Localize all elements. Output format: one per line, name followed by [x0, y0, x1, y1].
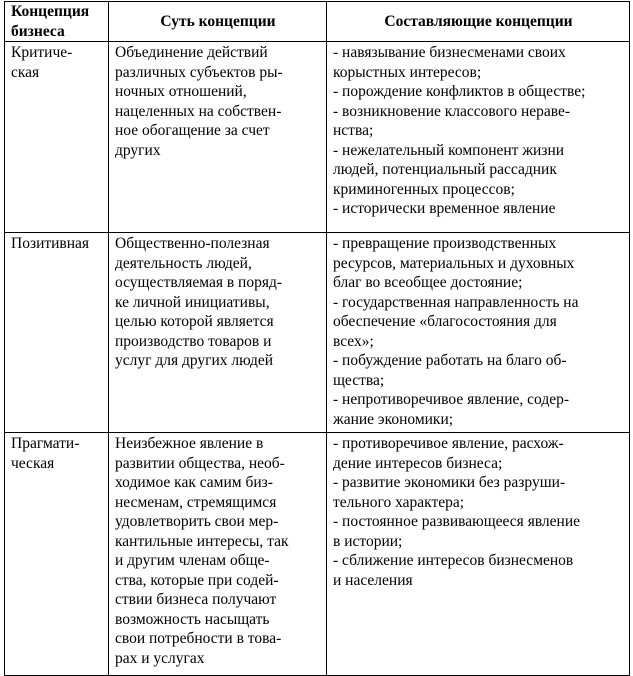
essence-cell [109, 233, 327, 433]
essence-line: несменам, стремящимся [115, 493, 277, 511]
component-line: - порождение конфликтов в обществе; [333, 83, 586, 100]
component-line: людей, потенциальный рассадник [333, 161, 557, 178]
table-row-pragmatic [5, 433, 630, 676]
concept-line: ческая [11, 454, 55, 472]
essence-line: ке личной инициативы, [115, 293, 270, 311]
essence-line: других [115, 141, 161, 159]
concept-line: Позитивная [11, 235, 90, 252]
component-line: - побуждение работать на благо об- [333, 352, 567, 369]
component-line: обеспечение «благосостояния для [333, 313, 557, 330]
essence-cell [109, 42, 327, 233]
component-line: - противоречивое явление, расхож- [333, 435, 564, 452]
header-essence: Суть концепции [109, 2, 327, 42]
essence-cell [109, 433, 327, 676]
component-line: в истории; [333, 532, 403, 550]
header-row [5, 2, 630, 42]
component-line: всех»; [333, 332, 374, 350]
components-cell [327, 233, 630, 433]
essence-line: удовлетворить свои мер- [115, 513, 279, 530]
table-row-critical [5, 42, 630, 233]
essence-line: возможность насыщать [115, 610, 270, 628]
essence-line: различных субъектов ры- [115, 63, 283, 81]
essence-line: кантильные интересы, так [115, 532, 289, 550]
business-concepts-table [4, 1, 630, 676]
essence-line: целью которой является [115, 313, 274, 330]
essence-line: ходимое как самим биз- [115, 474, 273, 491]
component-line: - постоянное развивающееся явление [333, 513, 581, 530]
component-line: тельного характера; [333, 493, 465, 511]
essence-line: деятельность людей, [115, 254, 252, 272]
concept-line: Критиче- [11, 44, 73, 61]
component-line: - сближение интересов бизнесменов [333, 552, 574, 569]
component-line: криминогенных процессов; [333, 180, 515, 198]
component-line: - развитие экономики без разруши- [333, 474, 566, 491]
components-cell [327, 433, 630, 676]
component-line: нства; [333, 122, 374, 139]
component-line: - возникновение классового нераве- [333, 102, 571, 120]
component-line: дение интересов бизнеса; [333, 454, 503, 472]
essence-line: ное обогащение за счет [115, 122, 270, 139]
essence-line: производство товаров и [115, 332, 272, 350]
component-line: - непротиворечивое явление, содер- [333, 391, 570, 408]
essence-line: Общественно-полезная [115, 235, 270, 252]
concept-cell [5, 42, 109, 233]
essence-line: ствии бизнеса получают [115, 591, 277, 608]
essence-line: ночных отношений, [115, 83, 247, 100]
concept-line: Прагмати- [11, 435, 80, 452]
component-line: щества; [333, 371, 385, 389]
header-components: Составляющие концепции [327, 2, 630, 42]
essence-line: услуг для других людей [115, 352, 274, 369]
concept-cell [5, 233, 109, 433]
component-line: корыстных интересов; [333, 63, 482, 81]
component-line: - исторически временное явление [333, 200, 556, 217]
essence-line: осуществляемая в поряд- [115, 274, 283, 291]
concept-line: ская [11, 63, 40, 81]
essence-line: и другим членам обще- [115, 552, 270, 569]
essence-line: развитии общества, необ- [115, 454, 285, 472]
component-line: - превращение производственных [333, 235, 557, 252]
concept-cell [5, 433, 109, 676]
component-line: - навязывание бизнесменами своих [333, 44, 566, 61]
header-concept [5, 2, 109, 42]
essence-line: нацеленных на собствен- [115, 102, 282, 120]
table-row-positive [5, 233, 630, 433]
header-concept-line: Концепция [11, 3, 90, 20]
component-line: и населения [333, 571, 413, 589]
essence-line: свои потребности в това- [115, 630, 282, 647]
component-line: благ во всеобщее достояние; [333, 274, 523, 291]
components-cell [327, 42, 630, 233]
component-line: жание экономики; [333, 410, 454, 428]
header-concept-line: бизнеса [11, 22, 65, 40]
component-line: - нежелательный компонент жизни [333, 141, 565, 159]
component-line: ресурсов, материальных и духовных [333, 254, 575, 272]
essence-line: Объединение действий [115, 44, 268, 61]
component-line: - государственная направленность на [333, 293, 579, 311]
essence-line: Неизбежное явление в [115, 435, 264, 452]
essence-line: ства, которые при содей- [115, 571, 279, 589]
essence-line: рах и услугах [115, 649, 205, 667]
